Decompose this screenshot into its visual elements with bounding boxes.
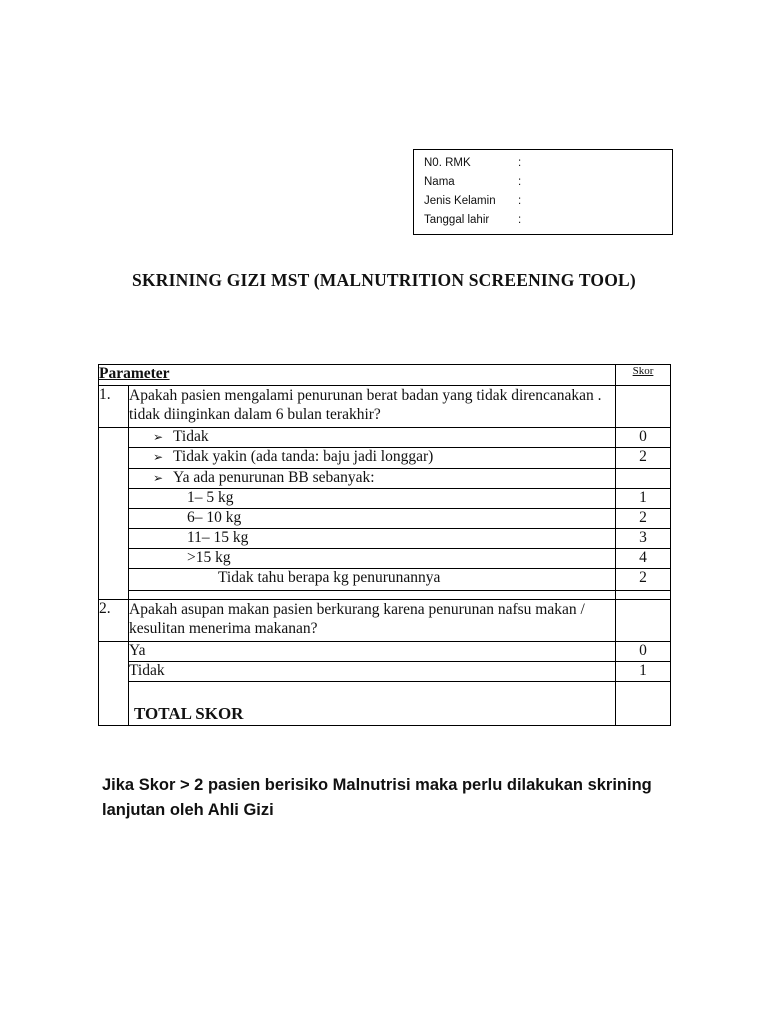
header-parameter: Parameter	[99, 365, 616, 386]
q1-option	[129, 428, 616, 448]
q1-sub-option-label: 11– 15 kg	[129, 529, 616, 549]
total-score-label: TOTAL SKOR	[129, 682, 616, 726]
q1-option-score: 2	[616, 448, 671, 469]
screening-table	[98, 364, 671, 726]
q1-sub-option-row	[99, 529, 671, 549]
q1-sub-option-score: 3	[616, 529, 671, 549]
q1-option-row	[99, 448, 671, 469]
patient-identity-box	[413, 149, 673, 235]
document-title: SKRINING GIZI MST (MALNUTRITION SCREENING TOOL)	[132, 270, 636, 290]
id-row-rmk	[424, 154, 672, 173]
sex-label: Jenis Kelamin	[424, 195, 496, 207]
arrow-bullet-icon: ➢	[153, 450, 164, 464]
q1-option-row	[99, 469, 671, 489]
q2-option-score: 1	[616, 662, 671, 682]
q1-sub-option-row	[99, 549, 671, 569]
q2-option-row	[99, 662, 671, 682]
q1-sub-option-row	[99, 569, 671, 591]
q1-sub-option-label: 1– 5 kg	[129, 489, 616, 509]
q1-option-score: 0	[616, 428, 671, 448]
name-colon: :	[518, 176, 522, 188]
q1-sub-option-row	[99, 509, 671, 529]
q1-sub-option-score: 1	[616, 489, 671, 509]
name-label: Nama	[424, 176, 455, 188]
q1-sub-option-score: 4	[616, 549, 671, 569]
total-row	[99, 682, 671, 726]
q2-score-empty	[616, 600, 671, 642]
q1-option-score	[616, 469, 671, 489]
total-score-value	[616, 682, 671, 726]
q2-option-score: 0	[616, 642, 671, 662]
q1-option-label: Ya ada penurunan BB sebanyak:	[173, 469, 375, 486]
q1-sub-option-label: >15 kg	[129, 549, 616, 569]
q1-option	[129, 469, 616, 489]
q1-option	[129, 448, 616, 469]
rmk-label: N0. RMK	[424, 157, 471, 169]
q1-spacer-row	[99, 591, 671, 600]
q2-option-label: Ya	[129, 642, 616, 662]
id-row-dob	[424, 211, 672, 230]
arrow-bullet-icon: ➢	[153, 430, 164, 444]
id-row-sex	[424, 192, 672, 211]
q1-question: Apakah pasien mengalami penurunan berat badan yang tidak direncanakan . tidak diinginkan dalam 6 bulan terakhir?	[129, 386, 616, 428]
q1-sub-option-score: 2	[616, 569, 671, 591]
q1-option-label: Tidak	[173, 428, 209, 445]
id-row-name	[424, 173, 672, 192]
footnote-instruction: Jika Skor > 2 pasien berisiko Malnutrisi maka perlu dilakukan skrining lanjutan oleh Ahli Gizi	[102, 776, 652, 819]
q2-number: 2.	[99, 600, 129, 642]
q2-question: Apakah asupan makan pasien berkurang karena penurunan nafsu makan / kesulitan menerima makanan?	[129, 600, 616, 642]
q1-row	[99, 386, 671, 428]
dob-colon: :	[518, 214, 522, 226]
q1-sub-option-score: 2	[616, 509, 671, 529]
q2-option-label: Tidak	[129, 662, 616, 682]
q2-row	[99, 600, 671, 642]
q1-option-row	[99, 428, 671, 448]
q1-sub-option-label: 6– 10 kg	[129, 509, 616, 529]
header-score: Skor	[616, 365, 671, 386]
arrow-bullet-icon: ➢	[153, 471, 164, 485]
table-header-row	[99, 365, 671, 386]
q1-sub-option-row	[99, 489, 671, 509]
sex-colon: :	[518, 195, 522, 207]
q1-score-empty	[616, 386, 671, 428]
q2-option-row	[99, 642, 671, 662]
rmk-colon: :	[518, 157, 522, 169]
q1-option-label: Tidak yakin (ada tanda: baju jadi longgar)	[173, 448, 434, 465]
q1-sub-option-label: Tidak tahu berapa kg penurunannya	[129, 569, 616, 591]
dob-label: Tanggal lahir	[424, 214, 490, 226]
q1-number: 1.	[99, 386, 129, 428]
